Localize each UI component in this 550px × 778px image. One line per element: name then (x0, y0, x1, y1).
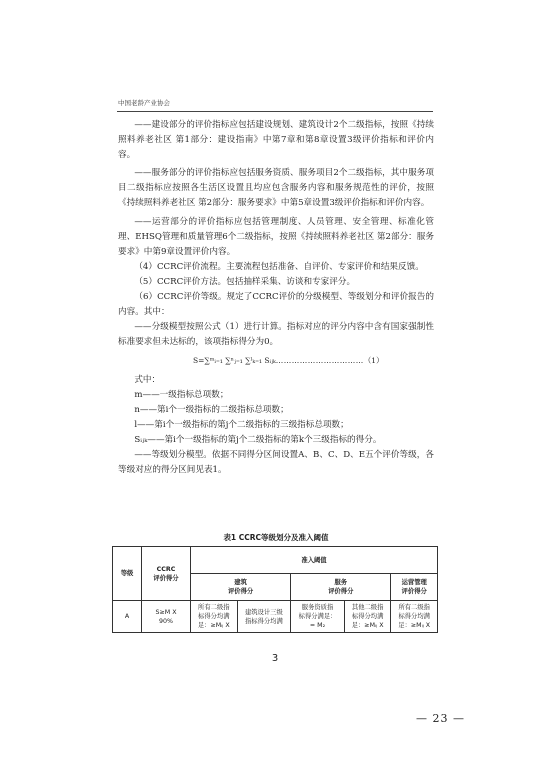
cell-building-1: 所有二级指 标得分均满 足：≥Mᵢⱼ X (191, 601, 238, 633)
header-rule (117, 111, 433, 112)
table-row (113, 601, 438, 633)
formula-number: （1） (363, 356, 384, 366)
cell-service-1: 服务资质指 标得分满足： = M₂ (291, 601, 345, 633)
definition: Sᵢⱼₖ——第i个一级指标的第j个二级指标的第k个三级指标的得分。 (134, 434, 382, 445)
paragraph: ——分级模型按照公式（1）进行计算。指标对应的评分内容中含有国家强制性标准要求但未达标的，该项指标得分为0。 (118, 322, 434, 348)
header-score: CCRC 评价得分 (142, 547, 191, 601)
definition: n——第i个一级指标的二级指标总项数； (134, 404, 289, 415)
definition: l——第i个一级指标的第j个二级指标的三级指标总项数； (134, 419, 349, 430)
inner-page-number: 3 (271, 653, 279, 664)
body-text (118, 118, 434, 478)
header-service: 服务 评价得分 (291, 574, 391, 601)
page-footer-number: — 23 — (416, 712, 465, 725)
grading-paragraph: ——等级划分模型。依据不同得分区间设置A、B、C、D、E五个评价等级，各等级对应的得分区间见表1。 (118, 449, 434, 476)
paragraph: ——服务部分的评价指标应包括服务资质、服务项目2个二级指标，其中服务项目二级指标应按照各生活区设置且均应包含服务内容和服务规范性的评价，按照《持续照料养老社区 第2部分：服务要求》中第5章设置3级评价指标和评价内容。 (118, 168, 434, 209)
paragraph: （6）CCRC评价等级。规定了CCRC评价的分级模型、等级划分和评价报告的内容。其中： (118, 292, 434, 318)
cell-service-2: 其他二级指 标得分均满 足：≥Mᵢⱼ X (344, 601, 391, 633)
paragraph: （4）CCRC评价流程。主要流程包括准备、自评价、专家评价和结果反馈。 (134, 261, 424, 272)
organization-header: 中国老龄产业协会 (118, 99, 170, 107)
cell-grade: A (113, 601, 142, 633)
paragraph: ——建设部分的评价指标应包括建设规划、建筑设计2个二级指标，按照《持续照料养老社区 第1部分：建设指南》中第7章和第8章设置3级评价指标和评价内容。 (118, 120, 434, 161)
formula-dots: …………………………… (275, 356, 364, 366)
header-building: 建筑 评价得分 (191, 574, 291, 601)
formula-expression: S=∑ᵐᵢ₌₁ ∑ⁿⱼ₌₁ ∑ˡₖ₌₁ Sᵢⱼₖ (193, 356, 276, 366)
cell-operations: 所有二级指 标得分均满 足：≥Mᵢⱼ X (391, 601, 438, 633)
paragraph: ——运营部分的评价指标应包括管理制度、人员管理、安全管理、标准化管理、EHSQ管理和质量管理6个二级指标，按照《持续照料养老社区 第2部分：服务要求》中第9章设置评价内容。 (118, 216, 434, 257)
definition: 式中： (134, 374, 161, 385)
definition: m——一级指标总项数； (134, 389, 229, 400)
table-caption: 表1 CCRC等级划分及准入阈值 (223, 533, 329, 542)
header-grade: 等级 (113, 547, 142, 601)
paragraph: （5）CCRC评价方法。包括抽样采集、访谈和专家评分。 (134, 276, 356, 287)
header-operations: 运营管理 评价得分 (391, 574, 438, 601)
header-threshold: 准入阈值 (191, 547, 438, 574)
grade-table (112, 546, 438, 633)
cell-building-2: 建筑设计三级 指标得分均满 (237, 601, 291, 633)
cell-score: S≥M X 90% (142, 601, 191, 633)
formula (118, 353, 434, 368)
